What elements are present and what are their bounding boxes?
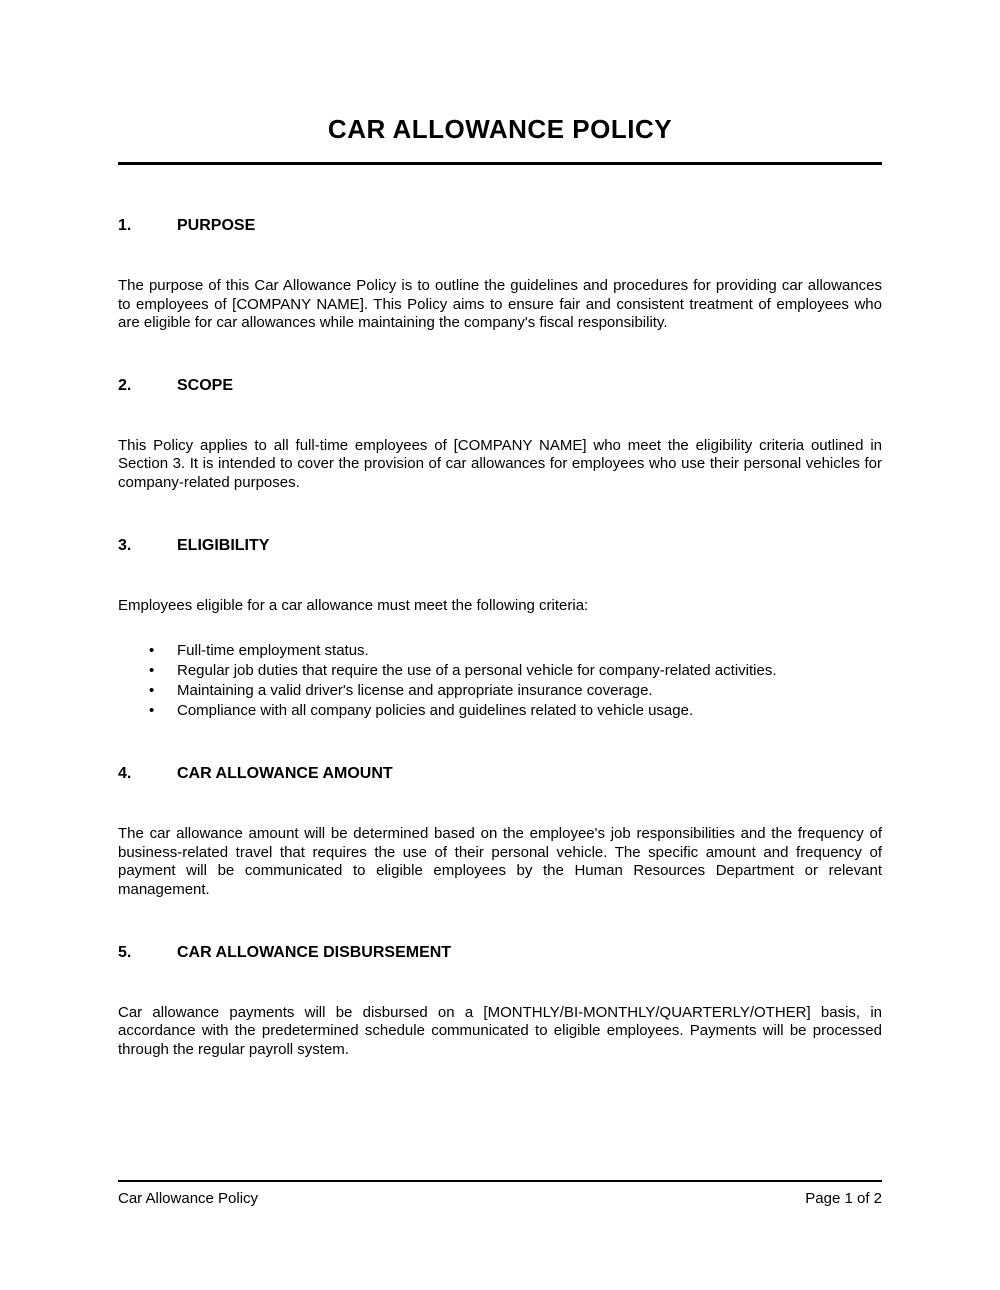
section-title: CAR ALLOWANCE AMOUNT (177, 765, 393, 783)
section-disbursement (118, 944, 882, 1060)
section-number: 4. (118, 765, 132, 783)
section-number: 2. (118, 376, 132, 394)
footer-row (118, 1190, 882, 1208)
section-disbursement-paragraph: Car allowance payments will be disbursed on a [MONTHLY/BI-MONTHLY/QUARTERLY/OTHER] basis, in accordance with the predetermined schedule communicated to eligible employees. Payments will be processed through the regular payroll system. (118, 1003, 882, 1058)
section-scope-heading (118, 377, 882, 395)
eligibility-criteria-list (118, 641, 882, 721)
title-divider (118, 162, 882, 165)
footer-divider (118, 1180, 882, 1182)
section-purpose-paragraph: The purpose of this Car Allowance Policy is to outline the guidelines and procedures for providing car allowances to employees of [COMPANY NAME]. This Policy aims to ensure fair and consistent treatment of employees who are eligible for car allowances while maintaining the company's fiscal responsibility. (118, 277, 882, 332)
section-purpose (118, 217, 882, 333)
section-amount (118, 765, 882, 899)
section-eligibility-heading (118, 537, 882, 555)
section-title: ELIGIBILITY (177, 536, 270, 554)
section-eligibility (118, 537, 882, 722)
list-item: • Full-time employment status. (118, 641, 882, 661)
list-item: • Regular job duties that require the use of a personal vehicle for company-related activities. (118, 661, 882, 681)
page-footer (118, 1180, 882, 1208)
footer-page-number: Page 1 of 2 (805, 1190, 882, 1207)
list-item: • Maintaining a valid driver's license and appropriate insurance coverage. (118, 681, 882, 701)
section-scope (118, 377, 882, 493)
section-amount-paragraph: The car allowance amount will be determined based on the employee's job responsibilities and the frequency of business-related travel that requires the use of their personal vehicle. The specific amount and frequency of payment will be communicated to eligible employees by the Human Resources Department or relevant management. (118, 825, 882, 898)
footer-document-title: Car Allowance Policy (118, 1190, 259, 1207)
section-number: 3. (118, 536, 132, 554)
section-number: 1. (118, 217, 132, 234)
section-amount-heading (118, 765, 882, 783)
section-purpose-heading (118, 217, 882, 235)
section-scope-paragraph: This Policy applies to all full-time employees of [COMPANY NAME] who meet the eligibility criteria outlined in Section 3. It is intended to cover the provision of car allowances for employees who use their personal vehicles for company-related purposes. (118, 436, 882, 491)
section-title: CAR ALLOWANCE DISBURSEMENT (177, 943, 452, 961)
section-disbursement-heading (118, 944, 882, 962)
section-title: SCOPE (177, 376, 234, 394)
document-title: CAR ALLOWANCE POLICY (327, 114, 673, 144)
section-title: PURPOSE (177, 217, 256, 234)
section-number: 5. (118, 943, 132, 961)
list-item: • Compliance with all company policies and guidelines related to vehicle usage. (118, 701, 882, 721)
section-eligibility-paragraph: Employees eligible for a car allowance must meet the following criteria: (118, 596, 589, 614)
